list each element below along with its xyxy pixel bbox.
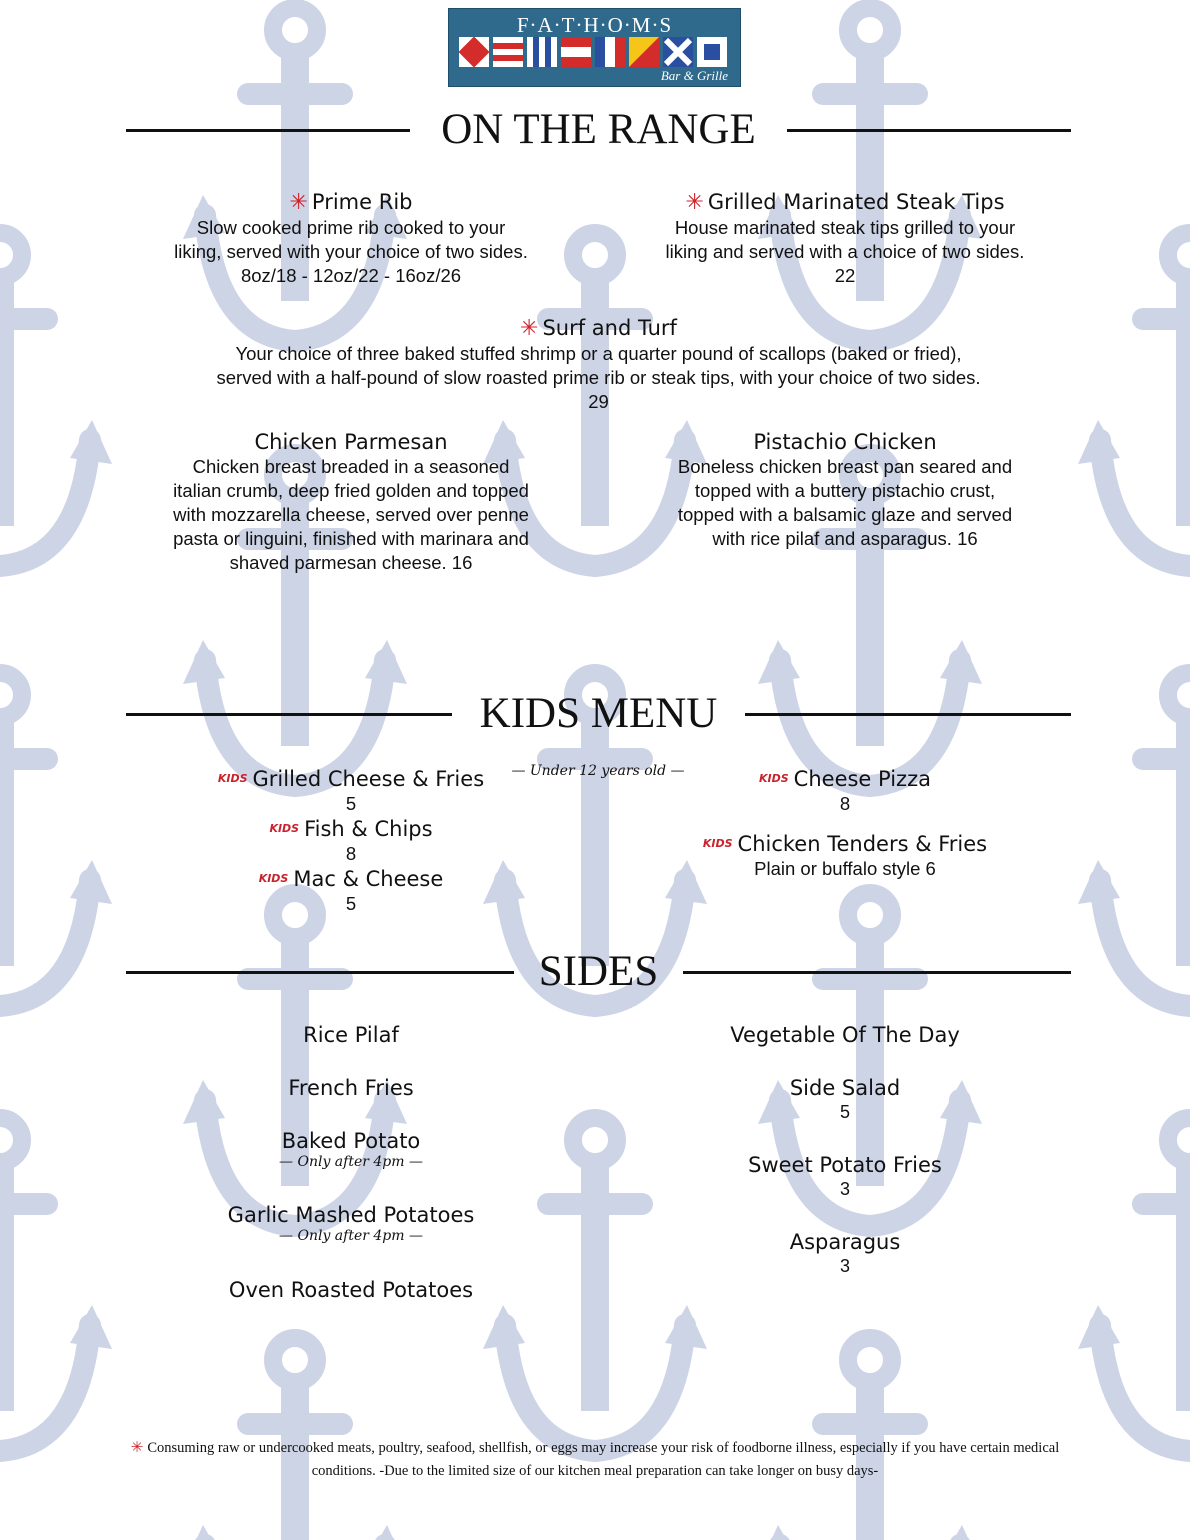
kids-icon: KIDS [702, 837, 733, 850]
item-description: served with a half-pound of slow roasted prime rib or steak tips, with your choice of two sides. [216, 367, 981, 388]
sides-header [126, 947, 1071, 997]
item-name-text: Grilled Marinated Steak Tips [707, 190, 1005, 214]
menu-item-steak-tips [614, 189, 1076, 288]
item-name [126, 866, 576, 892]
side-item-oven-roasted [126, 1277, 576, 1303]
on-the-range-title: ON THE RANGE [441, 106, 756, 153]
side-price: 5 [839, 1102, 850, 1122]
item-name-text: Prime Rib [311, 190, 413, 214]
item-description: Slow cooked prime rib cooked to your [196, 217, 506, 238]
item-name [614, 831, 1076, 857]
kids-icon: KIDS [258, 872, 289, 885]
item-name [126, 816, 576, 842]
item-price: 8 [345, 843, 357, 864]
side-name: Sweet Potato Fries [748, 1153, 942, 1177]
side-note: — Only after 4pm — [279, 1154, 423, 1170]
side-item-french-fries [126, 1075, 576, 1101]
kids-icon: KIDS [759, 772, 789, 785]
item-description: with rice pilaf and asparagus. 16 [712, 528, 978, 549]
item-price: 5 [345, 893, 357, 914]
item-price: 29 [588, 391, 609, 412]
on-the-range-header [126, 105, 1071, 155]
item-price: 5 [345, 793, 357, 814]
item-name [614, 766, 1076, 792]
side-name: Vegetable Of The Day [730, 1023, 960, 1047]
side-price: 3 [839, 1256, 850, 1276]
side-name: Rice Pilaf [303, 1023, 399, 1047]
kids-age-note: — Under 12 years old — [511, 763, 685, 779]
item-description: pasta or linguini, finished with marinara and [173, 528, 529, 549]
side-item-rice-pilaf [126, 1022, 576, 1048]
disclaimer-text: Consuming raw or undercooked meats, poultry, seafood, shellfish, or eggs may increase your risk of foodborne illness, especially if you have certain medical [147, 1440, 1060, 1456]
side-name: Asparagus [789, 1230, 901, 1254]
item-price: Plain or buffalo style 6 [754, 858, 936, 879]
header-rule-right [683, 971, 1071, 974]
item-name-text: Grilled Cheese & Fries [252, 767, 485, 791]
side-name: Garlic Mashed Potatoes [227, 1203, 475, 1227]
side-item-garlic-mashed [126, 1202, 576, 1244]
item-name: Chicken Parmesan [254, 430, 448, 454]
header-rule-right [745, 713, 1071, 716]
item-name: Pistachio Chicken [753, 430, 937, 454]
menu-item-pistachio-chicken [614, 429, 1076, 551]
asterisk-icon: ✳ [289, 190, 308, 215]
side-note: — Only after 4pm — [279, 1228, 423, 1244]
menu-item-chicken-parmesan [126, 429, 576, 575]
item-name [126, 766, 576, 792]
item-description: House marinated steak tips grilled to your [674, 217, 1016, 238]
logo-subtitle: Bar & Grille [660, 68, 728, 83]
item-description: liking, served with your choice of two sides. [174, 241, 528, 262]
item-price: 22 [834, 265, 856, 286]
item-price: 8 [839, 793, 851, 814]
item-description: shaved parmesan cheese. 16 [229, 552, 473, 573]
side-item-vegetable [614, 1022, 1076, 1048]
side-name: Side Salad [789, 1076, 901, 1100]
side-item-asparagus [614, 1229, 1076, 1277]
item-description: Chicken breast breaded in a seasoned [192, 456, 510, 477]
disclaimer-line [130, 1437, 1060, 1460]
side-item-side-salad [614, 1075, 1076, 1123]
item-name [126, 315, 1071, 342]
item-name-text: Mac & Cheese [293, 867, 444, 891]
logo-name: F·A·T·H·O·M·S [516, 13, 673, 37]
kids-item-fish-chips [126, 816, 576, 866]
item-description: topped with a buttery pistachio crust, [694, 480, 996, 501]
item-description: with mozzarella cheese, served over penne [173, 504, 529, 525]
side-name: Baked Potato [281, 1129, 421, 1153]
menu-item-surf-and-turf [126, 315, 1071, 414]
side-item-baked-potato [126, 1128, 576, 1170]
item-description: Your choice of three baked stuffed shrimp or a quarter pound of scallops (baked or fried), [235, 343, 962, 364]
kids-item-cheese-pizza [614, 766, 1076, 816]
item-name-text: Cheese Pizza [793, 767, 931, 791]
asterisk-icon: ✳ [685, 190, 704, 215]
item-name [614, 189, 1076, 216]
item-description: italian crumb, deep fried golden and topped [173, 480, 529, 501]
kids-menu-title: KIDS MENU [479, 690, 718, 737]
kids-icon: KIDS [217, 772, 248, 785]
sides-title: SIDES [538, 948, 659, 995]
item-name-text: Chicken Tenders & Fries [737, 832, 988, 856]
item-description: Boneless chicken breast pan seared and [677, 456, 1013, 477]
food-safety-disclaimer [130, 1437, 1060, 1483]
side-item-sweet-potato-fries [614, 1152, 1076, 1200]
kids-item-grilled-cheese [126, 766, 576, 816]
nautical-flags-icon [459, 37, 733, 67]
item-name [126, 189, 576, 216]
disclaimer-line: conditions. -Due to the limited size of our kitchen meal preparation can take longer on busy days- [311, 1463, 879, 1479]
item-price: 8oz/18 - 12oz/22 - 16oz/26 [240, 265, 462, 286]
item-description: topped with a balsamic glaze and served [677, 504, 1013, 525]
kids-item-mac-cheese [126, 866, 576, 916]
asterisk-icon: ✳ [520, 316, 539, 341]
kids-item-chicken-tenders [614, 831, 1076, 881]
item-name-text: Surf and Turf [542, 316, 677, 340]
menu-item-prime-rib [126, 189, 576, 288]
item-description: liking and served with a choice of two sides. [665, 241, 1025, 262]
kids-icon: KIDS [269, 822, 300, 835]
asterisk-icon: ✳ [130, 1440, 144, 1456]
side-name: French Fries [288, 1076, 414, 1100]
kids-menu-header [126, 689, 1071, 739]
side-name: Oven Roasted Potatoes [228, 1278, 474, 1302]
side-price: 3 [839, 1179, 850, 1199]
fathoms-logo [448, 8, 741, 87]
item-name-text: Fish & Chips [304, 817, 433, 841]
header-rule-right [787, 129, 1071, 132]
